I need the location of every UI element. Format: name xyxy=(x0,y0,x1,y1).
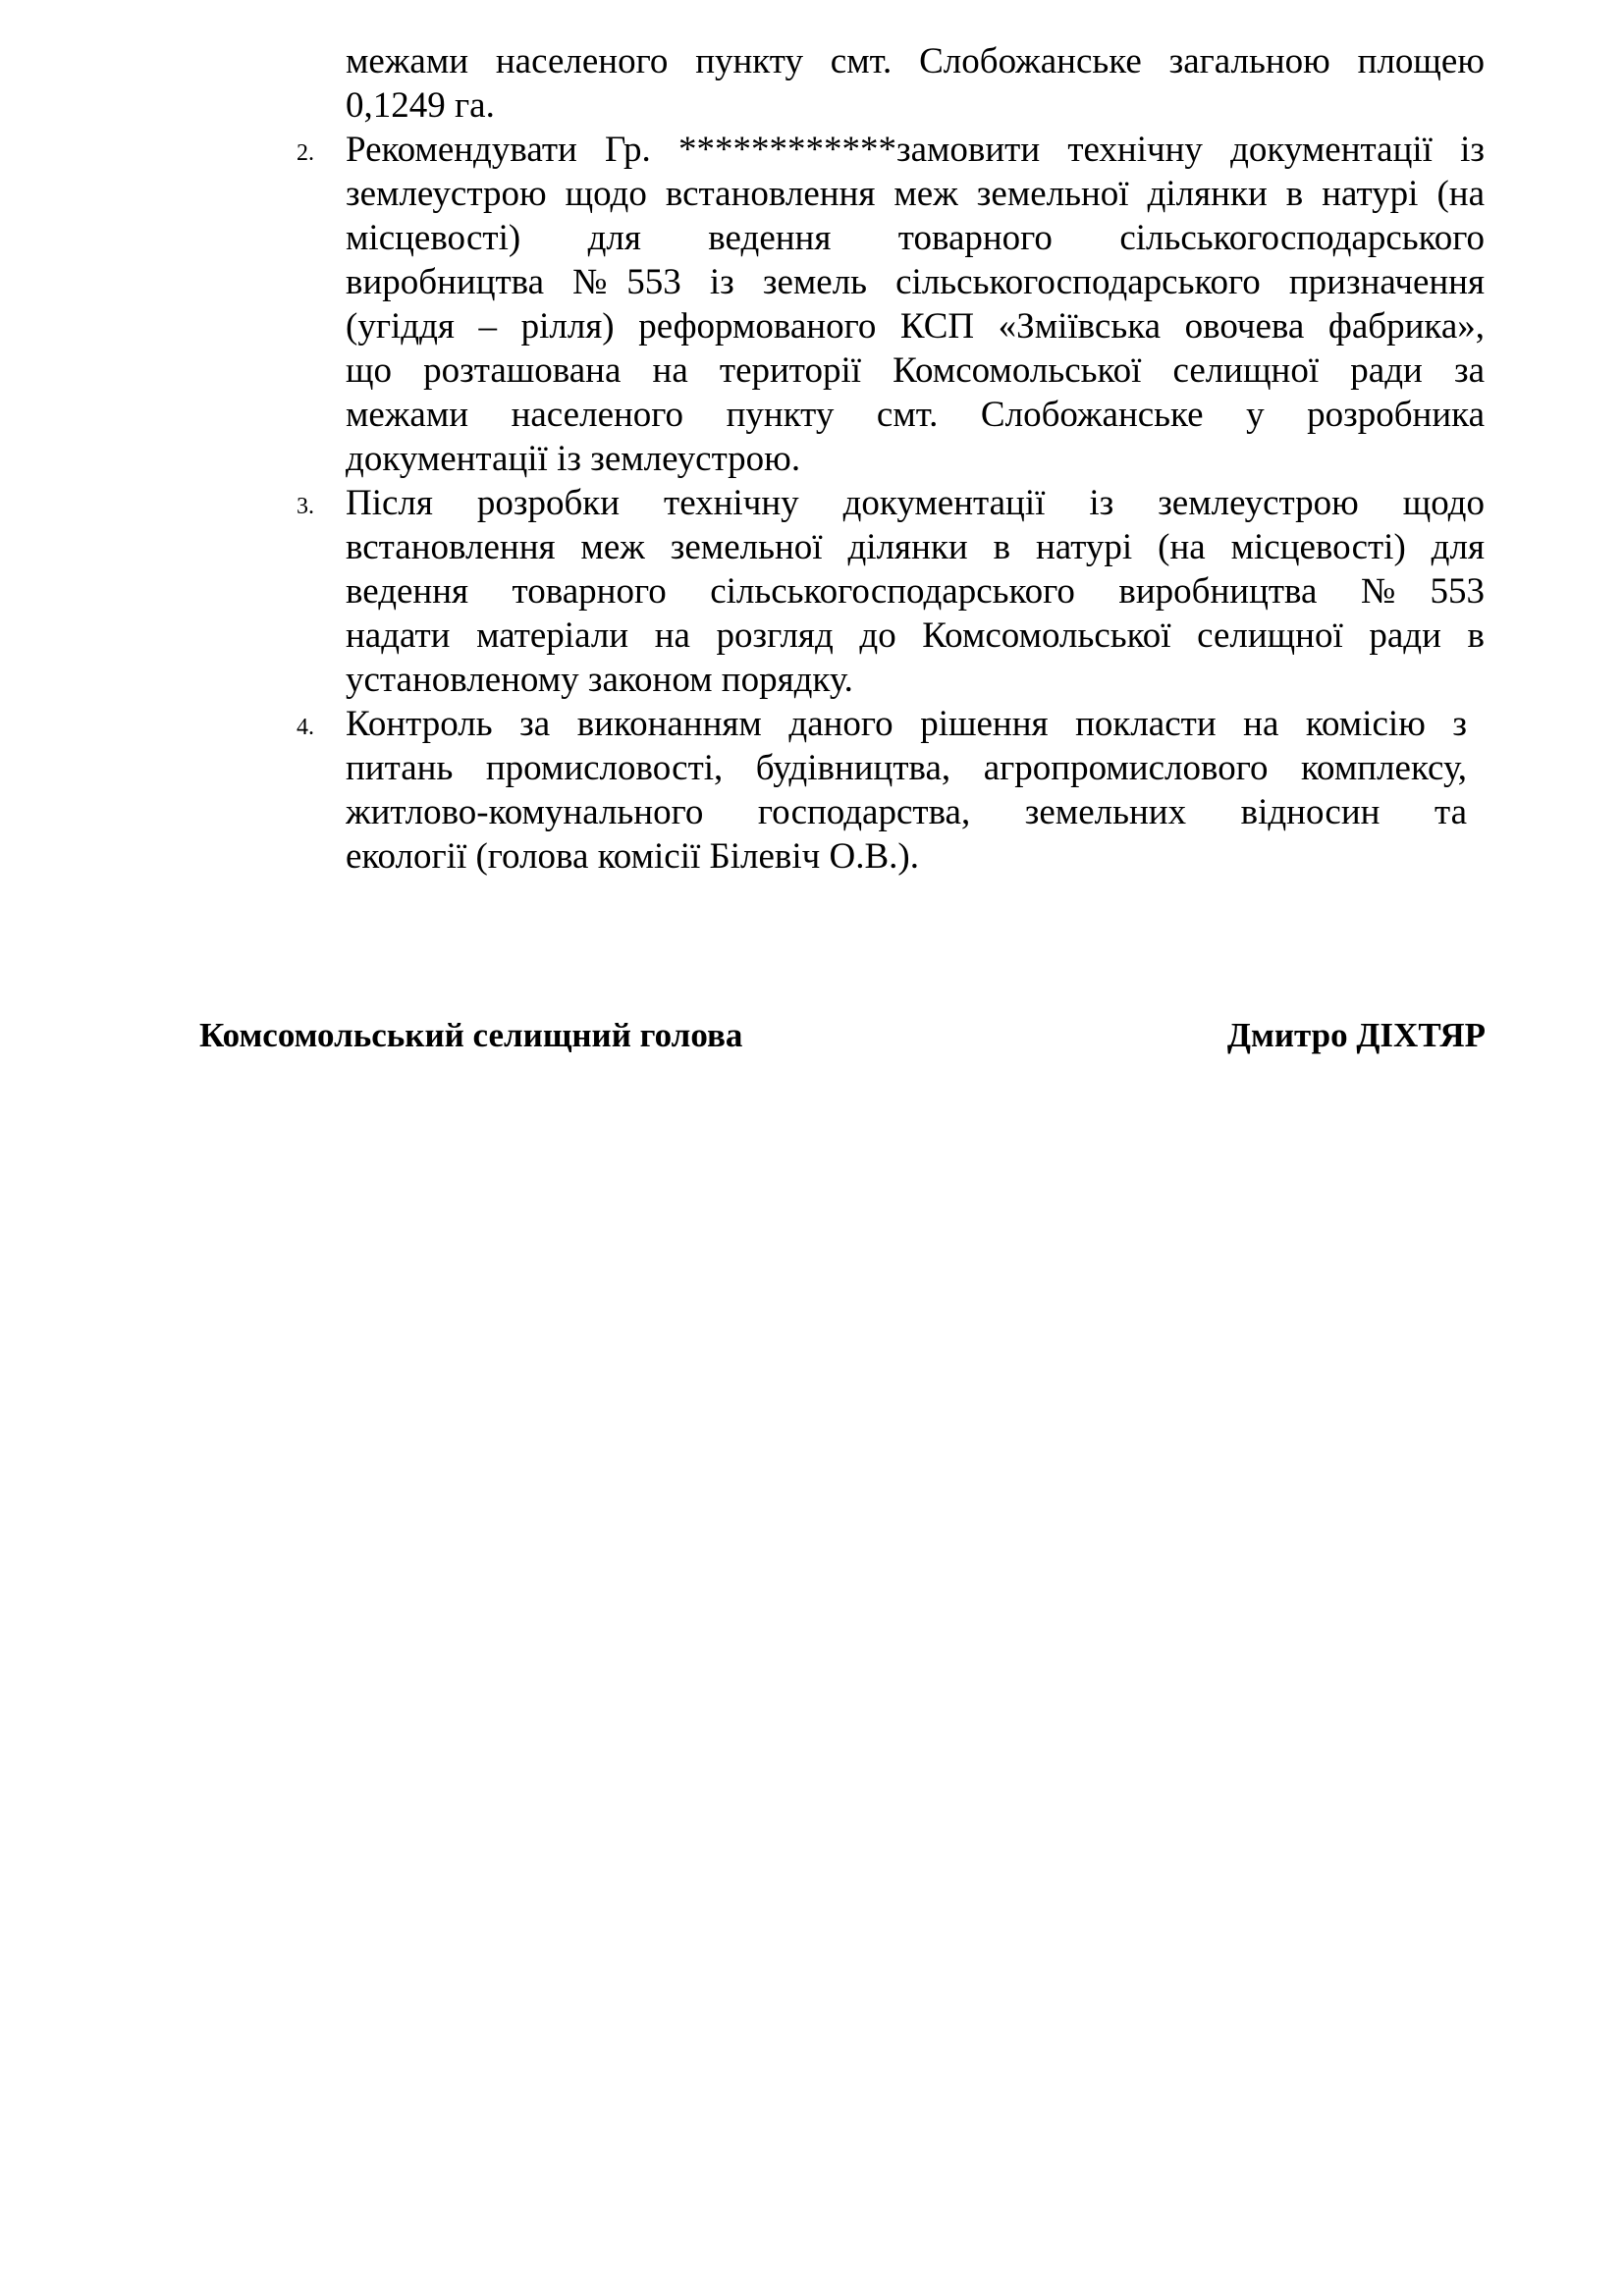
text-line: питань промисловості, будівництва, агропромислового комплексу, xyxy=(346,748,1467,788)
text-line: місцевості) для ведення товарного сільськогосподарського xyxy=(346,218,1485,258)
text-line: межами населеного пункту смт. Слобожанське загальною площею xyxy=(346,41,1485,81)
list-item-number: 3. xyxy=(297,494,314,519)
text-line: Контроль за виконанням даного рішення покласти на комісію з xyxy=(346,704,1467,744)
text-line: установленому законом порядку. xyxy=(346,660,853,700)
text-line: землеустрою щодо встановлення меж земельної ділянки в натурі (на xyxy=(346,174,1485,214)
list-item-3 xyxy=(297,481,1485,702)
text-line: житлово-комунального господарства, земельних відносин та xyxy=(346,792,1467,832)
text-line: (угіддя – рілля) реформованого КСП «Зміївська овочева фабрика», xyxy=(346,306,1485,347)
signatory-position: Комсомольський селищний голова xyxy=(199,1016,743,1054)
text-line: 0,1249 га. xyxy=(346,85,495,126)
text-line: що розташована на території Комсомольської селищної ради за xyxy=(346,350,1485,391)
text-line: виробництва №553 із земель сільськогосподарського призначення xyxy=(346,262,1485,302)
text-line: межами населеного пункту смт. Слобожанське у розробника xyxy=(346,395,1485,435)
text-line: Після розробки технічну документації із землеустрою щодо xyxy=(346,483,1485,523)
list-item-4 xyxy=(297,702,1485,879)
text-line: документації із землеустрою. xyxy=(346,439,801,479)
text-line: Рекомендувати Гр. ************замовити технічну документації із xyxy=(346,130,1485,170)
signatory-name: Дмитро ДІХТЯР xyxy=(1226,1016,1486,1054)
list-item-2 xyxy=(297,128,1485,481)
continuation-paragraph xyxy=(346,39,1485,128)
text-line: надати матеріали на розгляд до Комсомольської селищної ради в xyxy=(346,615,1485,656)
text-line: ведення товарного сільськогосподарського виробництва №553 xyxy=(346,571,1485,612)
text-line: встановлення меж земельної ділянки в натурі (на місцевості) для xyxy=(346,527,1485,567)
list-item-number: 2. xyxy=(297,140,314,166)
signature-block xyxy=(199,1011,1486,1060)
text-line: екології (голова комісії Білевіч О.В.). xyxy=(346,836,919,877)
decision-body xyxy=(297,39,1485,879)
list-item-number: 4. xyxy=(297,715,314,740)
